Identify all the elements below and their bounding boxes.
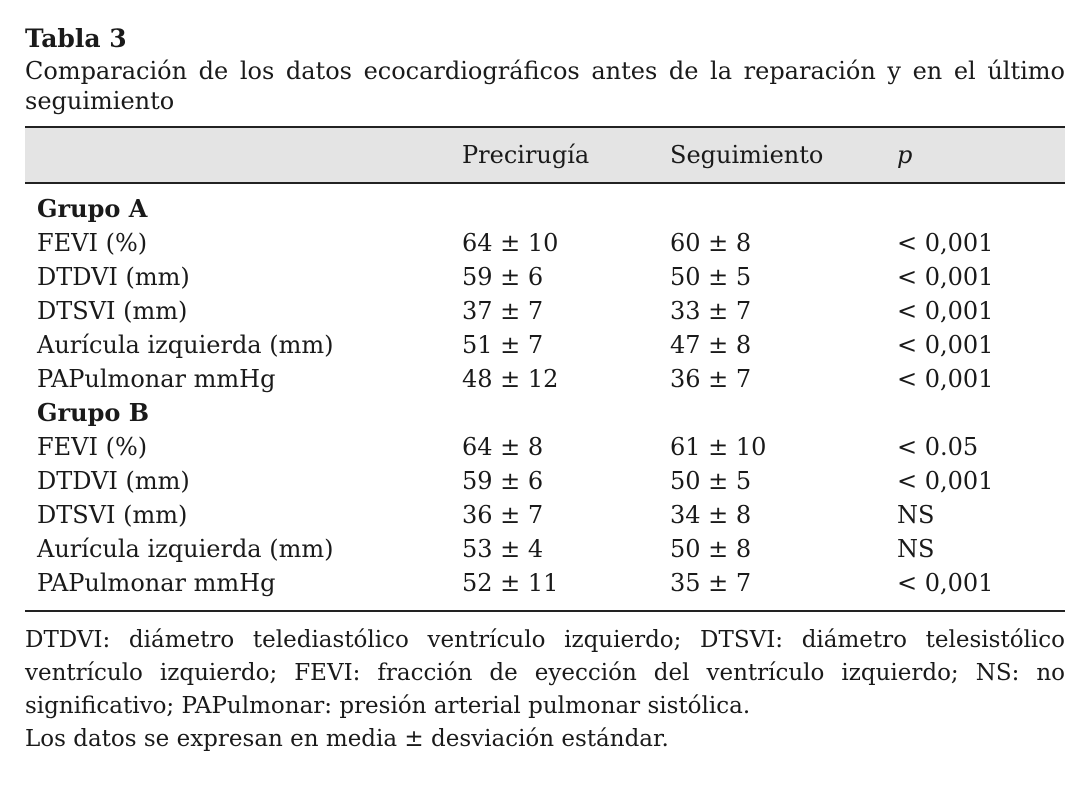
seguimiento-value: 60 ± 8 <box>670 229 752 257</box>
header-precirugia: Precirugía <box>462 141 590 169</box>
precirugia-value: 53 ± 4 <box>462 535 544 563</box>
footnote-abbreviations: DTDVI: diámetro telediastólico ventrículo izquierdo; DTSVI: diámetro telesistólico ventrículo izquierdo; FEVI: fracción de eyección del ventrículo izquierdo; NS: no significativo; PAPulmonar: presión arterial pulmonar sistólica. <box>25 627 1065 719</box>
header-p-value: p <box>897 141 913 169</box>
row-label: DTSVI (mm) <box>37 501 188 529</box>
precirugia-value: 64 ± 8 <box>462 433 544 461</box>
p-value: < 0,001 <box>897 297 994 325</box>
table-row <box>25 498 1065 532</box>
p-value: NS <box>897 501 935 529</box>
row-label: FEVI (%) <box>37 229 148 257</box>
p-value: < 0,001 <box>897 365 994 393</box>
precirugia-value: 37 ± 7 <box>462 297 544 325</box>
row-label: PAPulmonar mmHg <box>37 365 276 393</box>
table-row <box>25 294 1065 328</box>
row-label: PAPulmonar mmHg <box>37 569 276 597</box>
precirugia-value: 48 ± 12 <box>462 365 559 393</box>
precirugia-value: 59 ± 6 <box>462 263 544 291</box>
precirugia-value: 36 ± 7 <box>462 501 544 529</box>
table-row <box>25 260 1065 294</box>
group-header <box>25 192 1065 226</box>
table-figure <box>25 22 1065 756</box>
table-row <box>25 328 1065 362</box>
seguimiento-value: 34 ± 8 <box>670 501 752 529</box>
p-value: < 0.05 <box>897 433 979 461</box>
seguimiento-value: 33 ± 7 <box>670 297 752 325</box>
seguimiento-value: 35 ± 7 <box>670 569 752 597</box>
precirugia-value: 52 ± 11 <box>462 569 559 597</box>
p-value: < 0,001 <box>897 263 994 291</box>
seguimiento-value: 36 ± 7 <box>670 365 752 393</box>
row-label: FEVI (%) <box>37 433 148 461</box>
table-row <box>25 430 1065 464</box>
precirugia-value: 59 ± 6 <box>462 467 544 495</box>
table-header <box>25 126 1065 184</box>
seguimiento-value: 50 ± 8 <box>670 535 752 563</box>
table-row <box>25 566 1065 600</box>
seguimiento-value: 50 ± 5 <box>670 467 752 495</box>
group-header <box>25 396 1065 430</box>
row-label: Aurícula izquierda (mm) <box>37 535 334 563</box>
table-row <box>25 362 1065 396</box>
p-value: NS <box>897 535 935 563</box>
row-label: Aurícula izquierda (mm) <box>37 331 334 359</box>
group-label: Grupo B <box>37 398 150 427</box>
table-footnotes <box>25 624 1065 756</box>
table-row <box>25 532 1065 566</box>
row-label: DTDVI (mm) <box>37 263 190 291</box>
row-label: DTSVI (mm) <box>37 297 188 325</box>
p-value: < 0,001 <box>897 331 994 359</box>
table-row <box>25 226 1065 260</box>
precirugia-value: 64 ± 10 <box>462 229 559 257</box>
p-value: < 0,001 <box>897 467 994 495</box>
p-value: < 0,001 <box>897 569 994 597</box>
data-table <box>25 126 1065 612</box>
table-number: Tabla 3 <box>25 24 127 53</box>
header-seguimiento: Seguimiento <box>670 141 824 169</box>
table-body <box>25 184 1065 612</box>
row-label: DTDVI (mm) <box>37 467 190 495</box>
table-caption: Comparación de los datos ecocardiográficos antes de la reparación y en el último seguimiento <box>25 57 1065 115</box>
seguimiento-value: 61 ± 10 <box>670 433 767 461</box>
precirugia-value: 51 ± 7 <box>462 331 544 359</box>
group-label: Grupo A <box>37 194 148 223</box>
footnote-data-format: Los datos se expresan en media ± desviación estándar. <box>25 726 669 752</box>
table-row <box>25 464 1065 498</box>
seguimiento-value: 47 ± 8 <box>670 331 752 359</box>
seguimiento-value: 50 ± 5 <box>670 263 752 291</box>
p-value: < 0,001 <box>897 229 994 257</box>
